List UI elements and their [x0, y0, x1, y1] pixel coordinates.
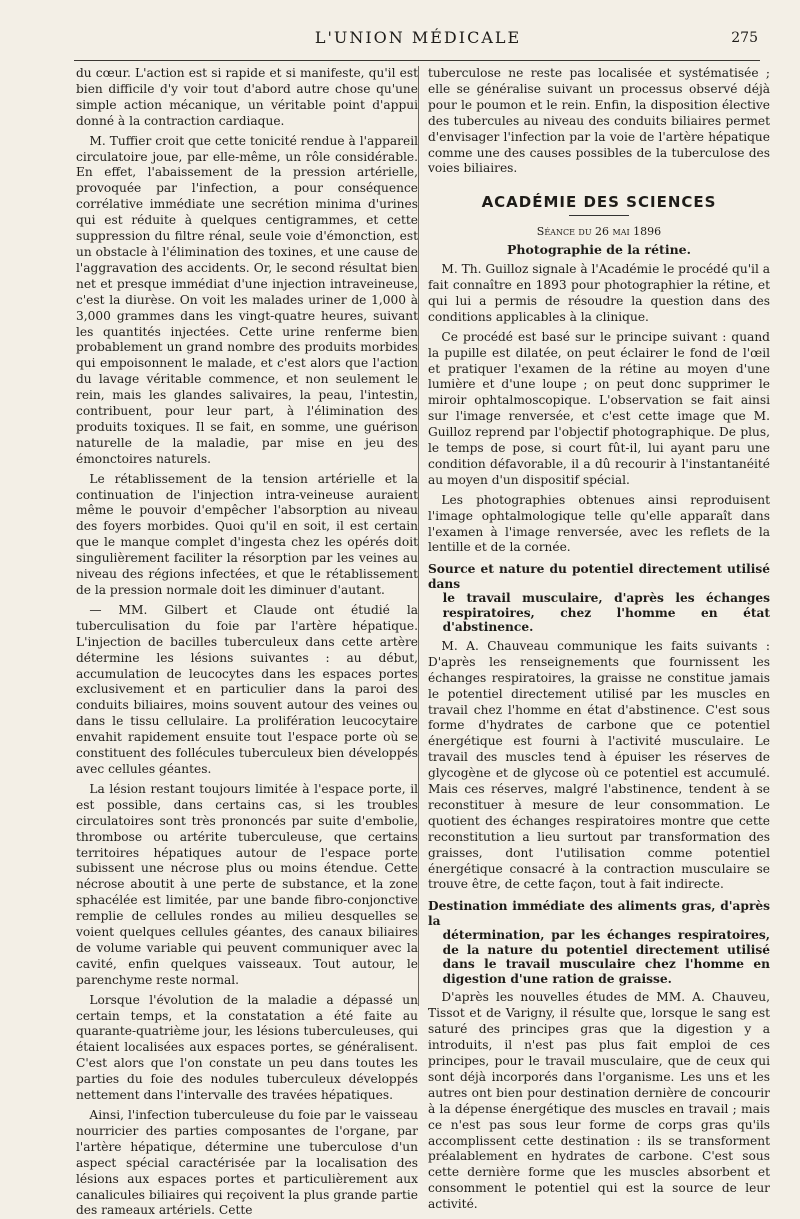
paragraph: M. Th. Guilloz signale à l'Académie le procédé qu'il a fait connaître en 1893 pour photographier la rétine, et qui lui a permis de résoudre la question dans des conditions applicables à la clinique. [428, 262, 770, 324]
paragraph: Ce procédé est basé sur le principe suivant : quand la pupille est dilatée, on peut éclairer le fond de l'œil et pratiquer l'examen de la rétine au moyen d'une lumière et d'une loupe ; on peut donc supprimer le miroir ophtalmoscopique. L'observation se fait ainsi sur l'image renversée, et c'est cette image que M. Guilloz reprend par l'objectif photographique. De plus, le temps de pose, si court fût-il, lui ayant paru une condition défavorable, il a dû recourir à l'instantanéité au moyen d'un dispositif spécial. [428, 329, 770, 487]
paragraph: tuberculose ne reste pas localisée et systématisée ; elle se généralise suivant un processus observé déjà pour le poumon et le rein. Enfin, la disposition élective des tubercules au niveau des conduits biliaires permet d'envisager l'infection par la voie de l'artère hépatique comme une des causes possibles de la tuberculose des voies biliaires. [428, 66, 770, 176]
paragraph: Les photographies obtenues ainsi reproduisent l'image ophtalmologique telle qu'elle apparaît dans l'examen à l'image renversée, avec les reflets de la lentille et de la cornée. [428, 492, 770, 555]
paragraph: M. Tuffier croit que cette tonicité rendue à l'appareil circulatoire joue, par elle-même, un rôle considérable. En effet, l'abaissement de la pression artérielle, provoquée par l'infection, a pour conséquence corrélative immédiate une secrétion minima d'urines qui est réduite à quelques centigrammes, et cette suppression du filtre rénal, seule voie d'émonction, est un obstacle à l'élimination des toxines, et une cause de l'aggravation des accidents. Or, le second résultat bien net et presque immédiat d'une injection intraveineuse, c'est la diurèse. On voit les malades uriner de 1,000 à 3,000 grammes dans les vingt-quatre heures, suivant les quantités injectées. Cette urine renferme bien probablement un grand nombre des produits morbides qui empoisonnent le malade, et c'est alors que l'action du lavage véritable commence, et non seulement le rein, mais les glandes salivaires, la peau, l'intestin, contribuent, pour leur part, à l'élimination des produits toxiques. Il se fait, en somme, une guérison naturelle de la maladie, par mise en jeu des émonctoires naturels. [76, 133, 418, 466]
paragraph: Lorsque l'évolution de la maladie a dépassé un certain temps, et la constatation a été faite au quarante-quatrième jour, les lésions tuberculeuses, qui étaient localisées aux espaces portes, se généralisent. C'est alors que l'on constate un peu dans toutes les parties du foie des nodules tuberculeux développés nettement dans l'intervalle des travées hépatiques. [76, 992, 418, 1103]
article-subhead: Photographie de la rétine. [507, 242, 691, 258]
heading-line: le travail musculaire, d'après les échanges respiratoires, chez l'homme en état d'abstinence. [442, 591, 770, 635]
seance-date: Séance du 26 mai 1896 [536, 225, 662, 239]
heading-line: détermination, par les échanges respiratoires, de la nature du potentiel directement utilisé dans le travail musculaire chez l'homme en digestion d'une ration de graisse. [442, 928, 770, 986]
left-column [76, 66, 418, 1219]
paragraph: du cœur. L'action est si rapide et si manifeste, qu'il est bien difficile d'y voir tout d'abord autre chose qu'une simple action mécanique, un véritable point d'appui donné à la contraction cardiaque. [76, 66, 418, 128]
article-heading [428, 899, 770, 986]
page-header [78, 28, 758, 50]
paragraph: M. A. Chauveau communique les faits suivants : D'après les renseignements que fournissent les échanges respiratoires, la graisse ne constitue jamais le potentiel directement utilisé par les muscles en travail chez l'homme en état d'abstinence. C'est sous forme d'hydrates de carbone que ce potentiel énergétique est fourni à l'activité musculaire. Le travail des muscles tend à épuiser les réserves de glycogène et de glycose où ce potentiel est accumulé. Mais ces réserves, malgré l'abstinence, tendent à se reconstituer à mesure de leur consommation. Le quotient des échanges respiratoires montre que cette reconstitution a lieu surtout par transformation des graisses, dont l'utilisation comme potentiel énergétique consacré à la contraction musculaire se trouve être, de cette façon, tout à fait indirecte. [428, 638, 770, 892]
paragraph: D'après les nouvelles études de MM. A. Chauveu, Tissot et de Varigny, il résulte que, lorsque le sang est saturé des principes gras que la digestion y a introduits, il n'est pas plus fait emploi de ces principes, pour le travail musculaire, que de ceux qui sont déjà incorporés dans l'organisme. Les uns et les autres ont bien pour destination dernière de concourir à la dépense énergétique des muscles en travail ; mais ce n'est pas sous leur forme de corps gras qu'ils accomplissent cette destination : ils se transforment préalablement en hydrates de carbone. C'est sous cette dernière forme que les muscles absorbent et consomment le potentiel qui est la source de leur activité. [428, 990, 770, 1212]
page-number: 275 [731, 30, 758, 46]
paragraph: Le rétablissement de la tension artérielle et la continuation de l'injection intra-veineuse auraient même le pouvoir d'empêcher l'absorption au niveau des foyers morbides. Quoi qu'il en soit, il est certain que le manque complet d'ingesta chez les opérés doit singulièrement faciliter la résorption par les veines au niveau des régions infectées, et que le rétablissement de la pression normale doit les diminuer d'autant. [76, 471, 418, 597]
right-column [428, 66, 770, 1213]
running-title: L'UNION MÉDICALE [314, 28, 522, 47]
paragraph: La lésion restant toujours limitée à l'espace porte, il est possible, dans certains cas, si les troubles circulatoires sont très prononcés par suite d'embolie, thrombose ou artérite tuberculeuse, que certains territoires hépatiques autour de l'espace porte subissent une nécrose plus ou moins étendue. Cette nécrose aboutit à une perte de substance, et la zone sphacélée est limitée, par une bande fibro-conjonctive remplie de cellules rondes au milieu desquelles se voient quelques cellules géantes, des canaux biliaires de volume variable qui peuvent communiquer avec la cavité, enfin quelques vaisseaux. Tout autour, le parenchyme reste normal. [76, 781, 418, 987]
section-title: ACADÉMIE DES SCIENCES [481, 193, 717, 212]
header-rule [74, 60, 760, 61]
column-separator [418, 66, 419, 1006]
article-heading [428, 562, 770, 635]
heading-line: Destination immédiate des aliments gras, d'après la [428, 899, 770, 928]
heading-line: Source et nature du potentiel directement utilisé dans [428, 562, 770, 591]
section-rule [569, 215, 629, 216]
paragraph: — MM. Gilbert et Claude ont étudié la tuberculisation du foie par l'artère hépatique. L'injection de bacilles tuberculeux dans cette artère détermine les lésions suivantes : au début, accumulation de leucocytes dans les espaces portes exclusivement et en particulier dans la paroi des conduits biliaires, moins souvent autour des veines ou dans le tissu cellulaire. La prolifération leucocytaire envahit rapidement ensuite tout l'espace porte où se constituent des follécules tuberculeux bien développés avec cellules géantes. [76, 602, 418, 776]
paragraph: Ainsi, l'infection tuberculeuse du foie par le vaisseau nourricier des parties composantes de l'organe, par l'artère hépatique, détermine une tuberculose d'un aspect spécial caractérisée par la localisation des lésions aux espaces portes et particulièrement aux canalicules biliaires qui reçoivent la plus grande partie des rameaux artériels. Cette [76, 1108, 418, 1218]
